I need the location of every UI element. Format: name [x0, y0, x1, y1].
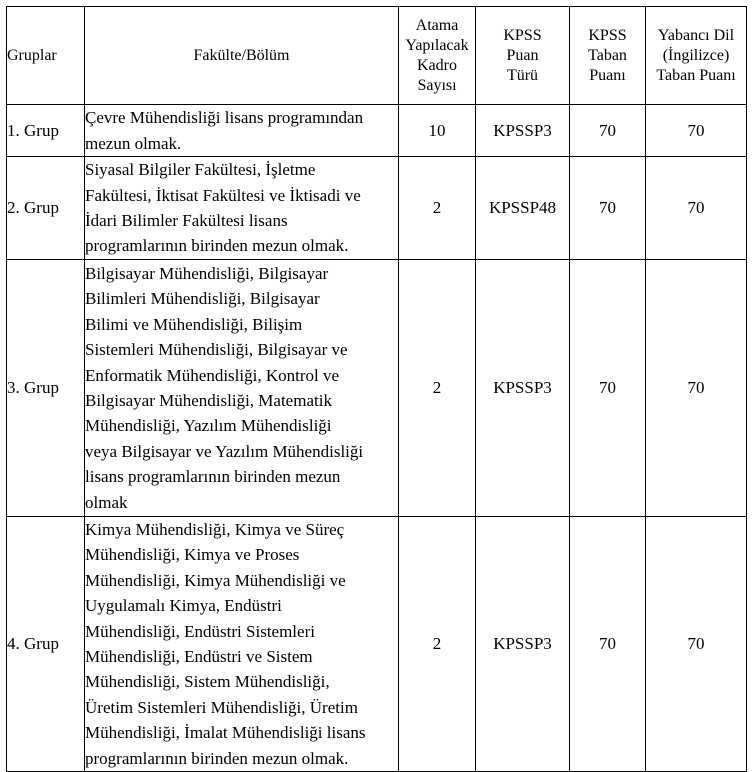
quota-cell: 2 — [399, 157, 476, 260]
header-quota — [399, 7, 476, 105]
header-groups: Gruplar — [7, 7, 85, 105]
group-cell: 4. Grup — [7, 517, 85, 772]
header-score-type — [476, 7, 570, 105]
description-line: programlarının birinden mezun olmak. — [85, 236, 349, 256]
min-score-cell: 70 — [570, 157, 646, 260]
description-line: mezun olmak. — [85, 133, 182, 153]
score-type-cell: KPSSP3 — [476, 105, 570, 157]
table-row — [7, 260, 747, 517]
description-line: Mühendisliği, Endüstri ve Sistem — [85, 647, 313, 667]
group-cell: 2. Grup — [7, 157, 85, 260]
quota-cell: 2 — [399, 517, 476, 772]
header-quota-line: Atama — [415, 16, 459, 34]
description-line: İdari Bilimler Fakültesi lisans — [85, 211, 288, 230]
description-line: programlarının birinden mezun olmak. — [85, 748, 349, 768]
header-min-score-line: Taban — [588, 46, 627, 64]
min-score-cell: 70 — [570, 260, 646, 517]
description-cell — [85, 260, 399, 517]
description-cell — [85, 157, 399, 260]
description-line: Mühendisliği, Sistem Mühendisliği, — [85, 672, 330, 692]
header-language-score — [646, 7, 747, 105]
description-line: Sistemleri Mühendisliği, Bilgisayar ve — [85, 340, 348, 360]
score-type-cell: KPSSP48 — [476, 157, 570, 260]
description-line: Mühendisliği, İmalat Mühendisliği lisans — [85, 723, 366, 743]
header-min-score-line: KPSS — [588, 26, 627, 44]
min-score-cell: 70 — [570, 517, 646, 772]
header-quota-line: Kadro — [417, 56, 457, 74]
quota-cell: 10 — [399, 105, 476, 157]
group-cell: 3. Grup — [7, 260, 85, 517]
description-line: veya Bilgisayar ve Yazılım Mühendisliği — [85, 441, 364, 461]
language-score-cell: 70 — [646, 157, 747, 260]
description-line: Mühendisliği, Kimya ve Proses — [85, 545, 300, 565]
header-language-score-line: (İngilizce) — [662, 46, 730, 64]
group-cell: 1. Grup — [7, 105, 85, 157]
language-score-cell: 70 — [646, 105, 747, 157]
header-min-score-line: Puanı — [589, 66, 626, 84]
min-score-cell: 70 — [570, 105, 646, 157]
header-score-type-line: Türü — [506, 66, 539, 84]
description-line: Mühendisliği, Kimya Mühendisliği ve — [85, 570, 346, 590]
score-type-cell: KPSSP3 — [476, 260, 570, 517]
table-row — [7, 517, 747, 772]
group-requirements-table — [6, 6, 747, 772]
table-row — [7, 157, 747, 260]
language-score-cell: 70 — [646, 260, 747, 517]
header-score-type-line: KPSS — [503, 26, 542, 44]
description-line: Enformatik Mühendisliği, Kontrol ve — [85, 365, 340, 385]
header-quota-line: Sayısı — [417, 76, 457, 94]
description-cell — [85, 517, 399, 772]
description-line: lisans programlarının birinden mezun — [85, 467, 341, 487]
table-row — [7, 105, 747, 157]
header-language-score-line: Taban Puanı — [656, 66, 736, 84]
header-faculty: Fakülte/Bölüm — [85, 7, 399, 105]
description-line: olmak — [85, 492, 128, 512]
description-line: Bilgisayar Mühendisliği, Bilgisayar — [85, 263, 329, 283]
description-line: Mühendisliği, Endüstri Sistemleri — [85, 621, 315, 641]
header-row — [7, 7, 747, 105]
quota-cell: 2 — [399, 260, 476, 517]
header-language-score-line: Yabancı Dil — [657, 26, 735, 44]
description-line: Kimya Mühendisliği, Kimya ve Süreç — [85, 520, 345, 539]
description-line: Üretim Sistemleri Mühendisliği, Üretim — [85, 697, 358, 717]
description-line: Mühendisliği, Yazılım Mühendisliği — [85, 416, 332, 436]
score-type-cell: KPSSP3 — [476, 517, 570, 772]
description-line: Siyasal Bilgiler Fakültesi, İşletme — [85, 160, 316, 180]
description-line: Fakültesi, İktisat Fakültesi ve İktisadi ve — [85, 185, 361, 205]
description-line: Bilgisayar Mühendisliği, Matematik — [85, 391, 332, 410]
description-line: Uygulamalı Kimya, Endüstri — [85, 596, 282, 616]
description-line: Çevre Mühendisliği lisans programından — [85, 108, 364, 128]
header-min-score — [570, 7, 646, 105]
header-score-type-line: Puan — [506, 46, 539, 64]
header-quota-line: Yapılacak — [405, 36, 469, 54]
description-cell — [85, 105, 399, 157]
language-score-cell: 70 — [646, 517, 747, 772]
description-line: Bilimi ve Mühendisliği, Bilişim — [85, 314, 303, 334]
description-line: Bilimleri Mühendisliği, Bilgisayar — [85, 289, 320, 309]
